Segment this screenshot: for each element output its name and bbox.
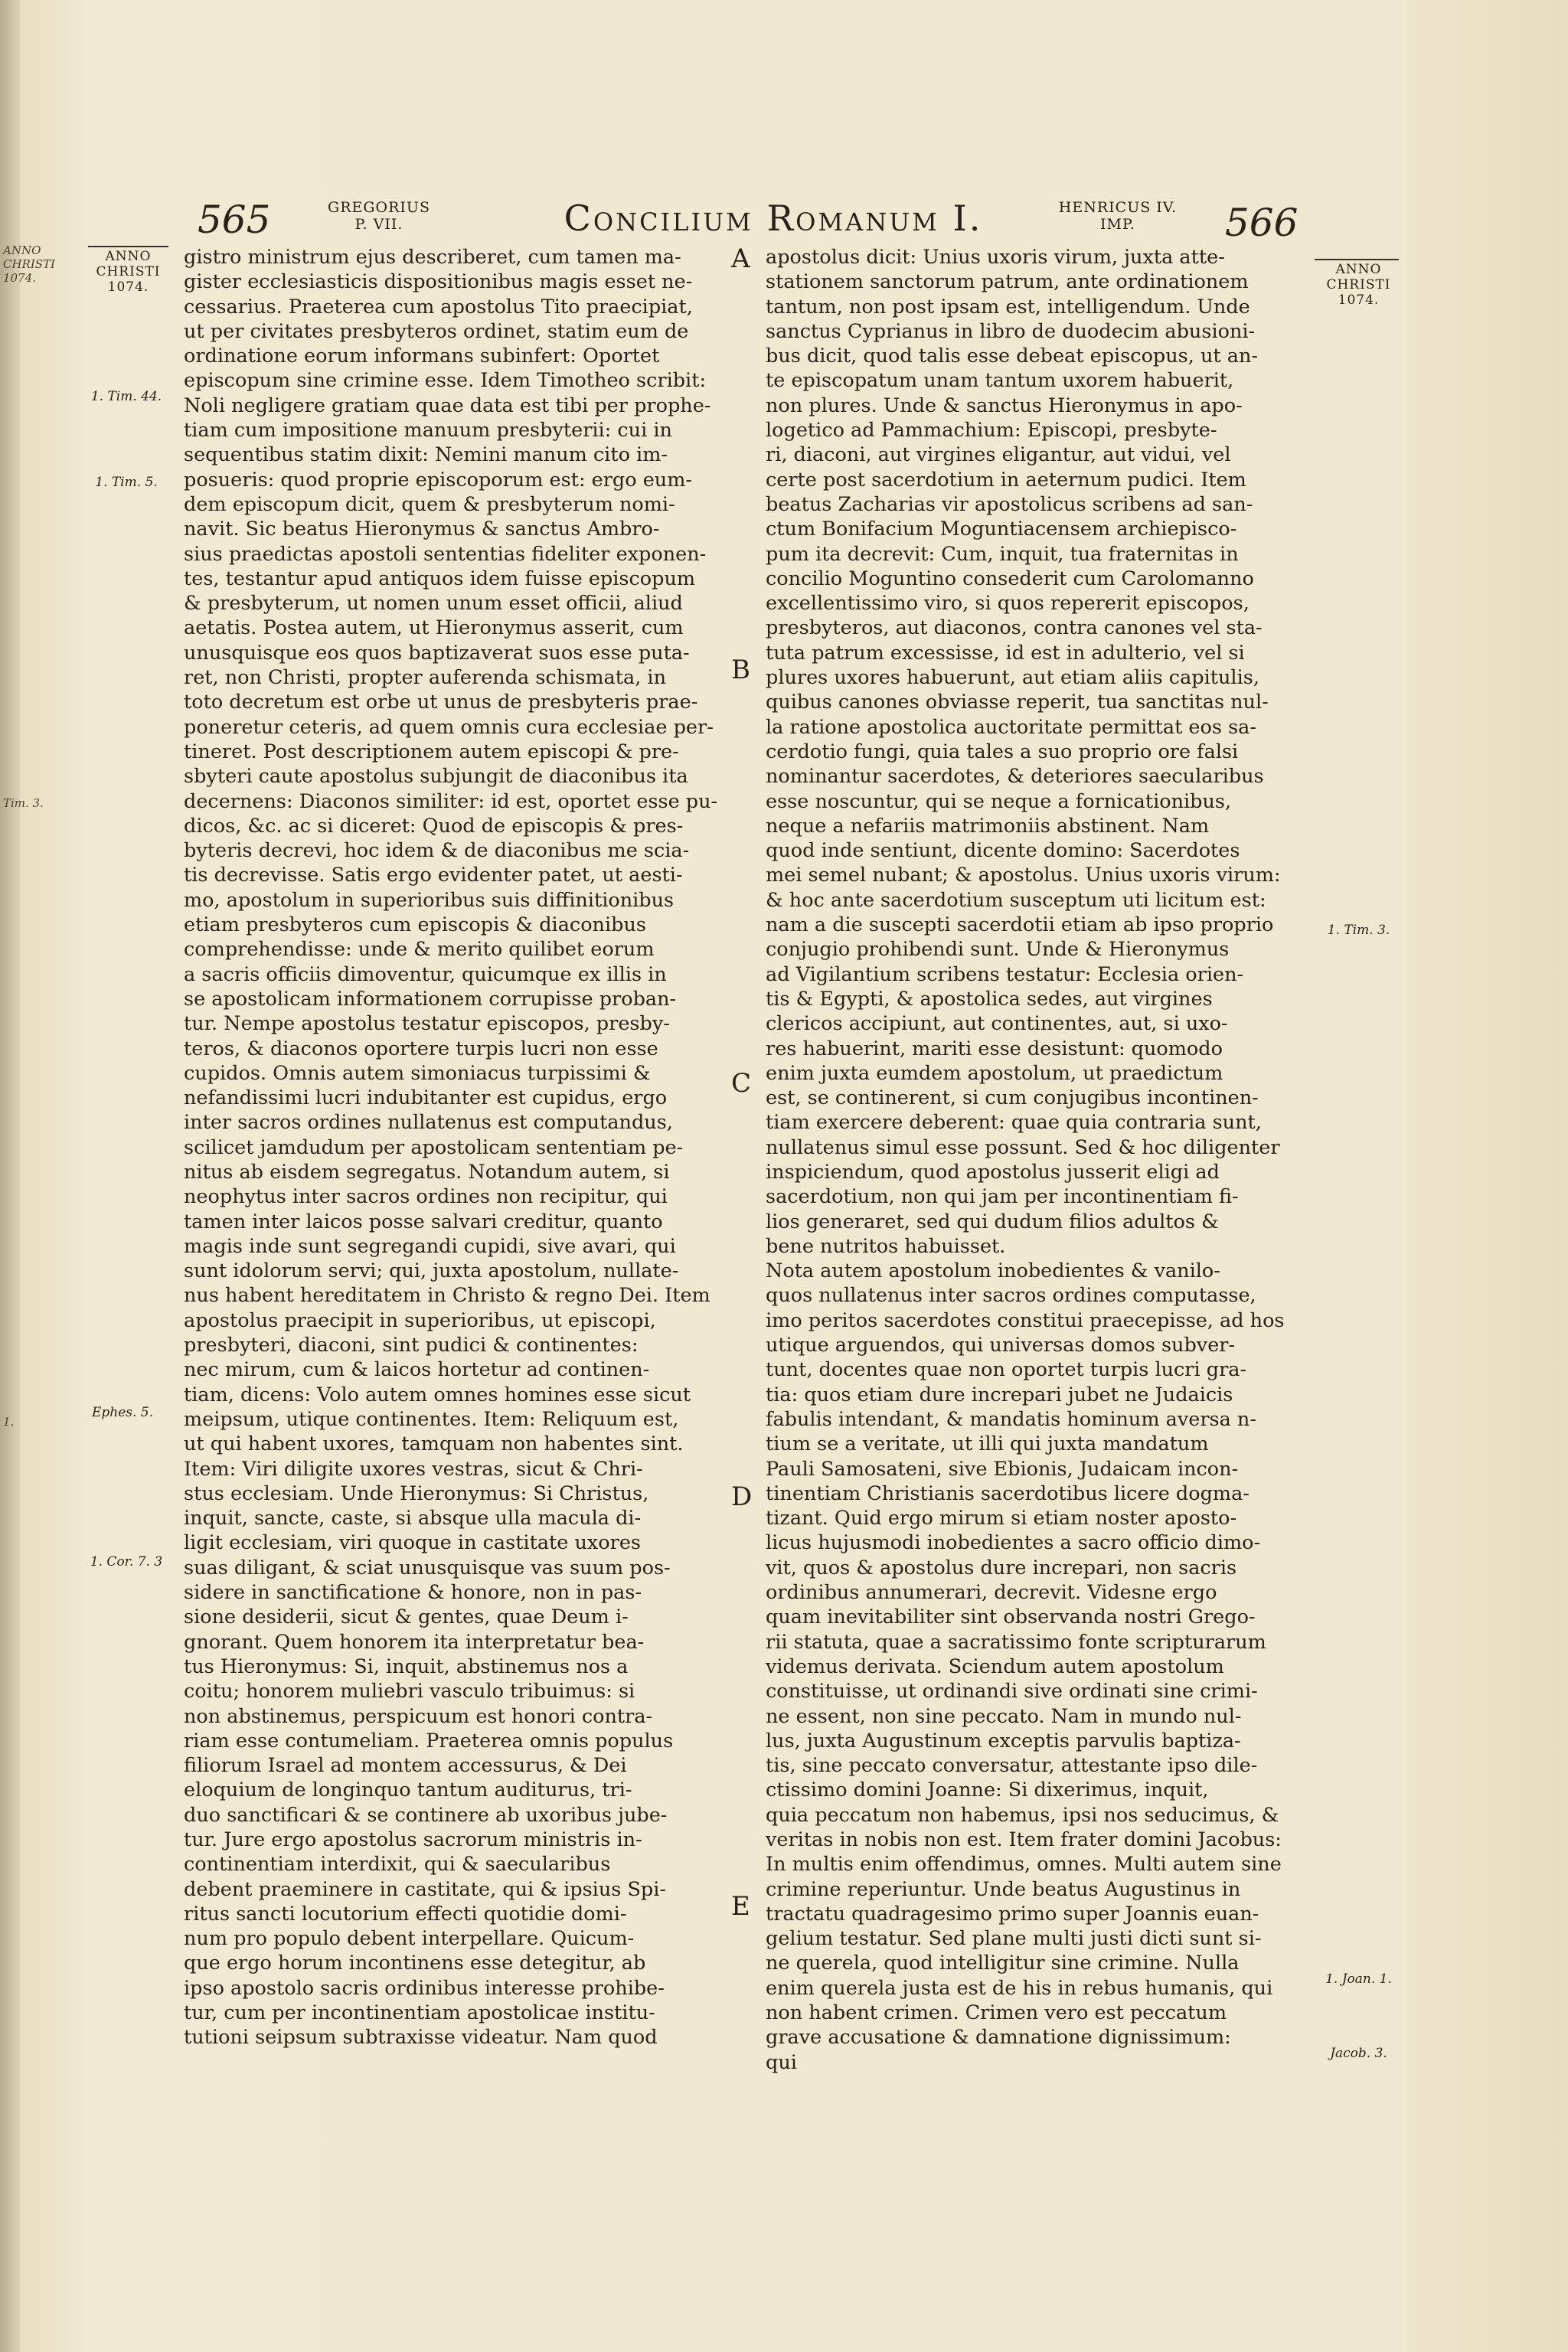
previous-page-edge [0, 0, 20, 2352]
text-line: tur, cum per incontinentiam apostolicae institu- [184, 2001, 655, 2025]
text-line: ordinibus annumerari, decrevit. Videsne ergo [766, 1581, 1217, 1605]
text-line: unusquisque eos quos baptizaverat suos esse puta- [184, 641, 690, 665]
text-line: la ratione apostolica auctoritate permittat eos sa- [766, 715, 1256, 739]
text-line: plures uxores habuerunt, aut etiam aliis capitulis, [766, 666, 1259, 690]
text-line: tractatu quadragesimo primo super Joannis euan- [766, 1902, 1259, 1926]
text-line: scilicet jamdudum per apostolicam sententiam pe- [184, 1135, 684, 1159]
running-header [0, 198, 1568, 251]
text-line: tunt, docentes quae non oportet turpis lucri gra- [766, 1358, 1247, 1382]
text-line: episcopum sine crimine esse. Idem Timotheo scribit: [184, 369, 707, 393]
text-line: Pauli Samosateni, sive Ebionis, Judaicam incon- [766, 1457, 1239, 1481]
text-line: cupidos. Omnis autem simoniacus turpissimi & [184, 1061, 651, 1085]
right-year-block [1311, 262, 1406, 308]
text-line: ut qui habent uxores, tamquam non habentes sint. [184, 1432, 684, 1456]
text-line: crimine reperiuntur. Unde beatus Augustinus in [766, 1877, 1241, 1901]
text-line: utique arguendos, qui universas domos subver- [766, 1334, 1236, 1357]
text-line: sius praedictas apostoli sententias fideliter exponen- [184, 542, 707, 566]
text-line: inter sacros ordines nullatenus est computandus, [184, 1111, 673, 1135]
text-line: teros, & diaconos oportere turpis lucri non esse [184, 1037, 658, 1060]
text-line: debent praeminere in castitate, qui & ipsius Spi- [184, 1877, 667, 1901]
right-year-rule [1315, 259, 1399, 260]
text-line: In multis enim offendimus, omnes. Multi autem sine [766, 1853, 1282, 1877]
section-letter-d: D [731, 1481, 753, 1512]
text-line: ipso apostolo sacris ordinibus interesse prohibe- [184, 1976, 665, 2000]
text-line: aetatis. Postea autem, ut Hieronymus asserit, cum [184, 616, 684, 640]
right-ref-jacob: Jacob. 3. [1330, 2046, 1387, 2061]
text-line: licus hujusmodi inobedientes a sacro officio dimo- [766, 1531, 1261, 1555]
text-line: ret, non Christi, propter auferenda schismata, in [184, 666, 666, 690]
edge-christi: CHRISTI [3, 257, 55, 271]
text-line: fabulis intendant, & mandatis hominum aversa n- [766, 1407, 1256, 1431]
text-line: sbyteri caute apostolus subjungit de diaconibus ita [184, 765, 688, 789]
text-line: imo peritos sacerdotes constitui praecepisse, ad hos [766, 1308, 1285, 1332]
text-line: tineret. Post descriptionem autem episcopi & pre- [184, 740, 679, 763]
text-line: a sacris officiis dimoventur, quicumque ex illis in [184, 962, 667, 986]
text-line: poneretur ceteris, ad quem omnis cura ecclesiae per- [184, 715, 714, 739]
right-running-head [1049, 199, 1187, 233]
text-line: gister ecclesiasticis dispositionibus magis esset ne- [184, 270, 693, 294]
text-line: cerdotio fungi, quia tales a suo proprio ore falsi [766, 740, 1239, 763]
right-year: 1074. [1338, 292, 1380, 308]
text-line: quibus canones obviasse reperit, tua sanctitas nul- [766, 691, 1269, 714]
text-line: apostolus dicit: Unius uxoris virum, juxta atte- [766, 246, 1225, 269]
text-line: tium se a veritate, ut illi qui juxta mandatum [766, 1432, 1209, 1456]
text-line: tamen inter laicos posse salvari creditur, quanto [184, 1210, 663, 1233]
running-head-pope-num: P. VII. [354, 216, 403, 233]
text-line: coitu; honorem muliebri vasculo tribuimus: si [184, 1680, 635, 1704]
text-line: dem episcopum dicit, quem & presbyterum nomi- [184, 492, 675, 516]
section-letter-a: A [731, 243, 750, 274]
text-line: & hoc ante sacerdotium susceptum uti licitum est: [766, 888, 1266, 912]
text-line: neophytus inter sacros ordines non recipitur, qui [184, 1185, 668, 1209]
text-line: grave accusatione & damnatione dignissimum: [766, 2026, 1231, 2050]
text-line: neque a nefariis matrimoniis abstinent. Nam [766, 814, 1210, 838]
text-line: presbyteri, diaconi, sint pudici & continentes: [184, 1334, 639, 1357]
text-line: qui [766, 2050, 797, 2074]
left-christi: CHRISTI [96, 264, 161, 279]
text-line: ne essent, non sine peccato. Nam in mundo nul- [766, 1704, 1242, 1728]
text-line: veritas in nobis non est. Item frater domini Jacobus: [766, 1828, 1282, 1851]
text-line: lios generaret, sed qui dudum filios adultos & [766, 1210, 1219, 1233]
section-letter-c: C [731, 1068, 752, 1099]
text-line: logetico ad Pammachium: Episcopi, presbyte- [766, 419, 1217, 443]
edge-year: 1074. [3, 271, 36, 285]
right-text-column [766, 245, 1321, 2075]
text-line: videmus derivata. Sciendum autem apostolum [766, 1655, 1224, 1678]
text-line: etiam presbyteros cum episcopis & diaconibus [184, 913, 646, 937]
text-line: posueris: quod proprie episcoporum est: ergo eum- [184, 468, 693, 492]
edge-note-2: 1. [3, 1415, 15, 1429]
text-line: presbyteros, aut diaconos, contra canones vel sta- [766, 616, 1263, 640]
text-line: tis, sine peccato conversatur, attestante ipso dile- [766, 1754, 1258, 1778]
right-ref-1tim3: 1. Tim. 3. [1327, 923, 1390, 938]
text-line: vit, quos & apostolus dure increpari, non sacris [766, 1556, 1237, 1579]
text-line: ctum Bonifacium Moguntiacensem archiepisco- [766, 518, 1237, 541]
text-line: esse noscuntur, qui se neque a fornicationibus, [766, 789, 1232, 813]
text-line: nominantur sacerdotes, & deteriores saecularibus [766, 765, 1264, 789]
text-line: decernens: Diaconos similiter: id est, oportet esse pu- [184, 789, 718, 813]
text-line: nefandissimi lucri indubitanter est cupidus, ergo [184, 1086, 668, 1110]
text-line: non habent crimen. Crimen vero est peccatum [766, 2001, 1227, 2025]
section-letter-b: B [731, 655, 750, 685]
text-line: suas diligant, & sciat unusquisque vas suum pos- [184, 1556, 671, 1579]
text-line: se apostolicam informationem corrupisse proban- [184, 987, 677, 1011]
text-line: constituisse, ut ordinandi sive ordinati sine crimi- [766, 1680, 1258, 1704]
text-line: enim juxta eumdem apostolum, ut praedictum [766, 1061, 1223, 1085]
text-line: ad Vigilantium scribens testatur: Ecclesia orien- [766, 962, 1244, 986]
text-line: magis inde sunt segregandi cupidi, sive avari, qui [184, 1234, 676, 1258]
text-line: sanctus Cyprianus in libro de duodecim abusioni- [766, 319, 1256, 343]
text-line: sequentibus statim dixit: Nemini manum cito im- [184, 443, 668, 467]
text-line: quos nullatenus inter sacros ordines computasse, [766, 1284, 1256, 1308]
text-line: rii statuta, quae a sacratissimo fonte scripturarum [766, 1630, 1266, 1654]
text-line: ritus sancti locutorium effecti quotidie domi- [184, 1902, 627, 1926]
text-line: sacerdotium, non qui jam per incontinentiam fi- [766, 1185, 1239, 1209]
text-line: excellentissimo viro, si quos repererit episcopos, [766, 592, 1250, 616]
text-line: tuta patrum excessisse, id est in adulterio, vel si [766, 641, 1245, 665]
text-line: apostolus praecipit in superioribus, ut episcopi, [184, 1308, 656, 1332]
text-line: quam inevitabiliter sint observanda nostri Grego- [766, 1606, 1256, 1629]
text-line: tinentiam Christianis sacerdotibus licere dogma- [766, 1481, 1250, 1505]
text-line: clericos accipiunt, aut continentes, aut, si uxo- [766, 1012, 1228, 1036]
left-anno: ANNO [105, 249, 152, 264]
text-line: ut per civitates presbyteros ordinet, statim eum de [184, 319, 689, 343]
text-line: filiorum Israel ad montem accessurus, & Dei [184, 1754, 627, 1778]
text-line: ne querela, quod intelligitur sine crimine. Nulla [766, 1952, 1240, 1975]
text-line: inquit, sancte, caste, si absque ulla macula di- [184, 1507, 642, 1530]
text-line: mo, apostolum in superioribus suis diffinitionibus [184, 888, 675, 912]
text-line: Item: Viri diligite uxores vestras, sicut & Chri- [184, 1457, 643, 1481]
text-line: tantum, non post ipsam est, intelligendum. Unde [766, 295, 1250, 318]
left-ref-1tim: 1. Tim. 44. [90, 389, 162, 404]
text-line: byteris decrevi, hoc idem & de diaconibus me scia- [184, 839, 690, 863]
text-line: comprehendisse: unde & merito quilibet eorum [184, 938, 655, 962]
text-line: pum ita decrevit: Cum, inquit, tua fraternitas in [766, 542, 1239, 566]
left-running-head [322, 199, 436, 233]
text-line: & presbyterum, ut nomen unum esset officii, aliud [184, 592, 683, 616]
text-line: non plures. Unde & sanctus Hieronymus in apo- [766, 394, 1243, 417]
text-line: tiam, dicens: Volo autem omnes homines esse sicut [184, 1383, 691, 1406]
text-line: mei semel nubant; & apostolus. Unius uxoris virum: [766, 864, 1281, 887]
text-line: tiam cum impositione manuum presbyterii: cui in [184, 419, 672, 443]
text-line: cessarius. Praeterea cum apostolus Tito praecipiat, [184, 295, 693, 318]
text-line: te episcopatum unam tantum uxorem habuerit, [766, 369, 1234, 393]
section-letter-e: E [731, 1891, 750, 1922]
text-line: tutioni seipsum subtraxisse videatur. Nam quod [184, 2026, 658, 2050]
text-line: que ergo horum incontinens esse detegitur, ab [184, 1952, 646, 1975]
text-line: toto decretum est orbe ut unus de presbyteris prae- [184, 691, 698, 714]
right-christi: CHRISTI [1326, 277, 1391, 292]
text-line: nitus ab eisdem segregatus. Notandum autem, si [184, 1160, 670, 1184]
text-line: certe post sacerdotium in aeternum pudici. Item [766, 468, 1246, 492]
text-line: ordinatione eorum informans subinfert: Oportet [184, 345, 660, 368]
text-line: gelium testatur. Sed plane multi justi dicti sunt si- [766, 1927, 1262, 1951]
left-ref-ephes: Ephes. 5. [91, 1405, 154, 1420]
running-head-pope: GREGORIUS [328, 199, 430, 216]
text-line: res habuerint, mariti esse desistunt: quomodo [766, 1037, 1223, 1060]
text-line: nus habent hereditatem in Christo & regno Dei. Item [184, 1284, 710, 1308]
text-line: tur. Jure ergo apostolus sacrorum ministris in- [184, 1828, 642, 1851]
text-line: bus dicit, quod talis esse debeat episcopus, ut an- [766, 345, 1258, 368]
text-line: ligit ecclesiam, viri quoque in castitate uxores [184, 1531, 642, 1555]
text-line: est, se continerent, si cum conjugibus incontinen- [766, 1086, 1259, 1110]
edge-anno: ANNO [3, 243, 41, 257]
text-line: tiam exercere deberent: quae quia contraria sunt, [766, 1111, 1262, 1135]
text-line: ctissimo domini Joanne: Si dixerimus, inquit, [766, 1779, 1209, 1802]
text-line: sione desiderii, sicut & gentes, quae Deum i- [184, 1606, 629, 1629]
text-line: ri, diaconi, aut virgines eligantur, aut vidui, vel [766, 443, 1231, 467]
page-number-right: 566 [1225, 201, 1298, 245]
text-line: tia: quos etiam dure increpari jubet ne Judaicis [766, 1383, 1233, 1406]
text-line: eloquium de longinquo tantum auditurus, tri- [184, 1779, 632, 1802]
text-line: beatus Zacharias vir apostolicus scribens ad san- [766, 492, 1253, 516]
text-line: quod inde sentiunt, dicente domino: Sacerdotes [766, 839, 1240, 863]
text-line: duo sanctificari & se continere ab uxoribus jube- [184, 1803, 668, 1827]
text-line: num pro populo debent interpellare. Quicum- [184, 1927, 635, 1951]
text-line: riam esse contumeliam. Praeterea omnis populus [184, 1729, 674, 1753]
running-head-emperor-title: IMP. [1100, 216, 1135, 233]
text-line: nec mirum, cum & laicos hortetur ad continen- [184, 1358, 650, 1382]
text-line: tus Hieronymus: Si, inquit, abstinemus nos a [184, 1655, 629, 1678]
text-line: navit. Sic beatus Hieronymus & sanctus Ambro- [184, 518, 660, 541]
text-line: meipsum, utique continentes. Item: Reliquum est, [184, 1407, 679, 1431]
left-ref-1tim5: 1. Tim. 5. [95, 475, 158, 490]
text-line: tis & Egypti, & apostolica sedes, aut virgines [766, 987, 1213, 1011]
text-line: inspiciendum, quod apostolus jusserit eligi ad [766, 1160, 1220, 1184]
left-ref-1cor: 1. Cor. 7. 3 [90, 1554, 163, 1570]
text-line: bene nutritos habuisset. [766, 1234, 1006, 1258]
page-title: Concilium Romanum I. [564, 198, 983, 239]
right-anno: ANNO [1335, 262, 1382, 277]
text-line: stationem sanctorum patrum, ante ordinationem [766, 270, 1249, 294]
text-line: tis decrevisse. Satis ergo evidenter patet, ut aesti- [184, 864, 683, 887]
edge-note-1: Tim. 3. [3, 796, 44, 810]
text-line: quia peccatum non habemus, ipsi nos seducimus, & [766, 1803, 1279, 1827]
left-year-block [84, 249, 172, 295]
text-line: tes, testantur apud antiquos idem fuisse episcopum [184, 567, 696, 590]
text-line: gistro ministrum ejus describeret, cum tamen ma- [184, 246, 681, 269]
left-text-column [184, 245, 737, 2050]
text-line: stus ecclesiam. Unde Hieronymus: Si Christus, [184, 1481, 649, 1505]
text-line: conjugio prohibendi sunt. Unde & Hieronymus [766, 938, 1230, 962]
text-line: sunt idolorum servi; qui, juxta apostolum, nullate- [184, 1259, 679, 1283]
text-line: sidere in sanctificatione & honore, non in pas- [184, 1581, 642, 1605]
left-year-rule [88, 246, 168, 247]
text-line: Noli negligere gratiam quae data est tibi per prophe- [184, 394, 711, 417]
text-line: gnorant. Quem honorem ita interpretatur bea- [184, 1630, 645, 1654]
text-line: nullatenus simul esse possunt. Sed & hoc diligenter [766, 1135, 1280, 1159]
text-line: tur. Nempe apostolus testatur episcopos, presby- [184, 1012, 670, 1036]
left-year: 1074. [107, 279, 149, 295]
text-line: tizant. Quid ergo mirum si etiam noster aposto- [766, 1507, 1237, 1530]
text-line: enim querela justa est de his in rebus humanis, qui [766, 1976, 1273, 2000]
page-number-left: 565 [198, 198, 271, 242]
text-line: nam a die suscepti sacerdotii etiam ab ipso proprio [766, 913, 1274, 937]
text-line: lus, juxta Augustinum exceptis parvulis baptiza- [766, 1729, 1241, 1753]
text-line: Nota autem apostolum inobedientes & vanilo- [766, 1259, 1220, 1283]
text-line: dicos, &c. ac si diceret: Quod de episcopis & pres- [184, 814, 684, 838]
text-line: non abstinemus, perspicuum est honori contra- [184, 1704, 653, 1728]
running-head-emperor: HENRICUS IV. [1058, 199, 1178, 216]
text-line: continentiam interdixit, qui & saecularibus [184, 1853, 611, 1877]
text-line: concilio Moguntino consederit cum Carolomanno [766, 567, 1254, 590]
right-ref-1joan: 1. Joan. 1. [1325, 1971, 1392, 1987]
